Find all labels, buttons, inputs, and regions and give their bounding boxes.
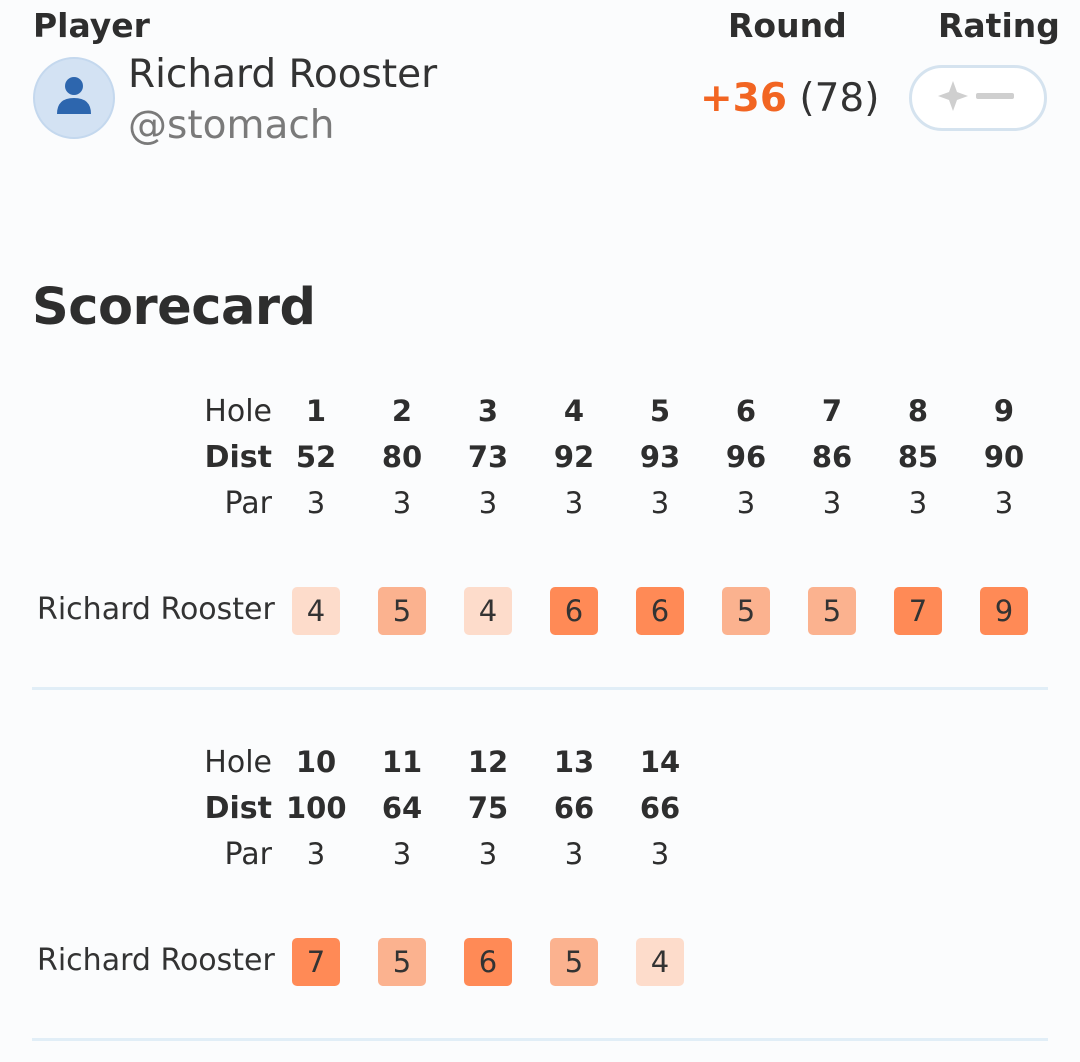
scorecard-title: Scorecard — [32, 278, 316, 337]
hole-score: 5 — [378, 587, 426, 635]
par-cell: 3 — [478, 486, 498, 520]
par-cell: 3 — [908, 486, 928, 520]
hole-score: 6 — [464, 938, 512, 986]
dist-cell: 85 — [897, 440, 939, 474]
hole-score: 4 — [292, 587, 340, 635]
dist-cell: 80 — [381, 440, 423, 474]
hole-score: 6 — [636, 587, 684, 635]
par-row-label: Par — [224, 486, 272, 521]
hole-cell: 14 — [639, 745, 681, 779]
dist-cell: 73 — [467, 440, 509, 474]
hole-cell: 9 — [993, 394, 1015, 428]
rating-column-header: Rating — [938, 6, 1060, 45]
dist-cell: 86 — [811, 440, 853, 474]
dist-cell: 66 — [639, 791, 681, 825]
hole-score: 5 — [550, 938, 598, 986]
hole-row-label: Hole — [204, 745, 272, 780]
player-name[interactable]: Richard Rooster — [128, 52, 438, 97]
dist-cell: 75 — [467, 791, 509, 825]
hole-score: 9 — [980, 587, 1028, 635]
dist-cell: 52 — [295, 440, 337, 474]
hole-cell: 6 — [735, 394, 757, 428]
hole-score: 6 — [550, 587, 598, 635]
player-column-header: Player — [33, 6, 150, 45]
dist-cell: 93 — [639, 440, 681, 474]
hole-cell: 12 — [467, 745, 509, 779]
par-row-label: Par — [224, 837, 272, 872]
hole-cell: 5 — [649, 394, 671, 428]
hole-cell: 7 — [821, 394, 843, 428]
sparkle-icon — [935, 79, 1021, 117]
hole-cell: 13 — [553, 745, 595, 779]
hole-score: 5 — [808, 587, 856, 635]
par-cell: 3 — [478, 837, 498, 871]
dist-cell: 90 — [983, 440, 1025, 474]
hole-score: 4 — [636, 938, 684, 986]
score-row-player-name[interactable]: Richard Rooster — [37, 592, 275, 627]
hole-cell: 3 — [477, 394, 499, 428]
hole-score: 7 — [292, 938, 340, 986]
dist-cell: 100 — [286, 791, 347, 825]
round-total: (78) — [799, 76, 880, 121]
hole-cell: 4 — [563, 394, 585, 428]
hole-score: 5 — [722, 587, 770, 635]
par-cell: 3 — [306, 837, 326, 871]
par-cell: 3 — [650, 837, 670, 871]
user-icon — [54, 74, 94, 122]
hole-cell: 1 — [305, 394, 327, 428]
dist-cell: 66 — [553, 791, 595, 825]
par-cell: 3 — [306, 486, 326, 520]
par-cell: 3 — [650, 486, 670, 520]
dist-row-label: Dist — [204, 791, 272, 826]
round-score — [700, 76, 879, 121]
section-divider — [32, 1038, 1048, 1041]
player-handle: @stomach — [128, 103, 335, 148]
section-divider — [32, 687, 1048, 690]
dist-row-label: Dist — [204, 440, 272, 475]
par-cell: 3 — [564, 486, 584, 520]
hole-row-label: Hole — [204, 394, 272, 429]
par-cell: 3 — [736, 486, 756, 520]
hole-score: 5 — [378, 938, 426, 986]
par-cell: 3 — [822, 486, 842, 520]
hole-cell: 8 — [907, 394, 929, 428]
par-cell: 3 — [564, 837, 584, 871]
hole-cell: 10 — [295, 745, 337, 779]
hole-score: 7 — [894, 587, 942, 635]
hole-cell: 2 — [391, 394, 413, 428]
score-row-player-name[interactable]: Richard Rooster — [37, 943, 275, 978]
dist-cell: 96 — [725, 440, 767, 474]
rating-badge[interactable] — [909, 65, 1047, 131]
hole-cell: 11 — [381, 745, 423, 779]
dist-cell: 92 — [553, 440, 595, 474]
par-cell: 3 — [392, 837, 412, 871]
par-cell: 3 — [392, 486, 412, 520]
par-cell: 3 — [994, 486, 1014, 520]
avatar[interactable] — [33, 57, 115, 139]
round-column-header: Round — [728, 6, 847, 45]
score-to-par: +36 — [700, 76, 787, 121]
hole-score: 4 — [464, 587, 512, 635]
dist-cell: 64 — [381, 791, 423, 825]
